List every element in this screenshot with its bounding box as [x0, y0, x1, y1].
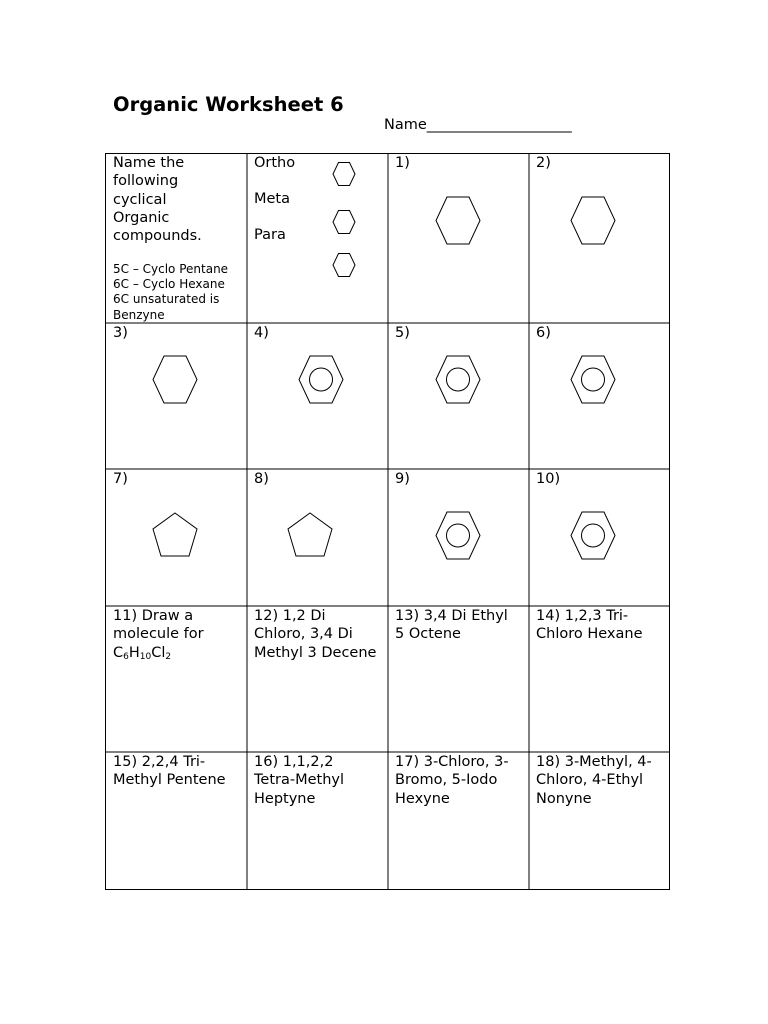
formula-subscript: 2 — [165, 651, 172, 662]
note-line: 6C unsaturated is — [113, 292, 220, 307]
note-line: 5C – Cyclo Pentane — [113, 262, 229, 276]
question-line: 13) 3,4 Di Ethyl — [395, 608, 508, 624]
question-line: Hexyne — [395, 790, 450, 807]
hexagon-icon — [151, 355, 199, 405]
question-line: Heptyne — [254, 790, 316, 807]
item-number: 8) — [254, 471, 269, 487]
name-field[interactable]: Name____________________ — [384, 117, 572, 133]
item-cell-8 — [247, 469, 388, 606]
formula-element: H — [128, 644, 140, 661]
question-line: 15) 2,2,4 Tri- — [113, 754, 206, 770]
item-number: 9) — [395, 471, 410, 487]
question-line: Tetra-Methyl — [254, 772, 344, 789]
naming-notes — [113, 262, 228, 323]
question-text — [113, 607, 204, 662]
para-hexagon-icon — [331, 251, 357, 279]
pentagon-icon — [286, 511, 334, 561]
draw-cell-14 — [529, 606, 670, 752]
question-text — [113, 753, 226, 790]
instruction-line: compounds. — [113, 228, 202, 245]
pentagon-icon — [151, 511, 199, 561]
item-cell-2 — [529, 153, 670, 323]
question-text — [254, 607, 376, 662]
positions-cell — [247, 153, 388, 323]
instruction-line: cyclical — [113, 191, 167, 208]
benzene-icon — [434, 511, 482, 561]
draw-cell-18 — [529, 752, 670, 890]
draw-cell-11 — [105, 606, 247, 752]
ortho-hexagon-icon — [331, 160, 357, 188]
instruction-line: following — [113, 173, 179, 190]
item-cell-9 — [388, 469, 529, 606]
question-text — [395, 607, 508, 644]
instructions-text — [113, 154, 202, 245]
page-title: Organic Worksheet 6 — [113, 93, 344, 116]
hexagon-icon — [434, 196, 482, 246]
benzene-icon — [434, 355, 482, 405]
benzene-icon — [297, 355, 345, 405]
item-number: 4) — [254, 325, 269, 341]
item-number: 10) — [536, 471, 561, 487]
formula-element: Cl — [151, 644, 166, 661]
item-number: 1) — [395, 155, 410, 171]
hexagon-icon — [569, 196, 617, 246]
note-line: 6C – Cyclo Hexane — [113, 277, 225, 292]
meta-hexagon-icon — [331, 208, 357, 236]
item-cell-6 — [529, 323, 670, 469]
item-number: 2) — [536, 155, 551, 171]
question-line: molecule for — [113, 626, 204, 643]
formula-subscript: 6 — [123, 651, 129, 662]
question-line: Bromo, 5-Iodo — [395, 772, 498, 789]
formula-subscript: 10 — [139, 651, 152, 662]
instruction-line: Name the — [113, 155, 185, 171]
question-line: 18) 3-Methyl, 4- — [536, 754, 652, 770]
molecular-formula — [113, 644, 204, 662]
formula-element: C — [113, 644, 124, 661]
item-cell-1 — [388, 153, 529, 323]
question-text — [536, 607, 642, 644]
ortho-label: Ortho — [254, 155, 296, 171]
benzene-icon — [569, 511, 617, 561]
question-line: Chloro, 3,4 Di — [254, 626, 353, 643]
question-line: Methyl 3 Decene — [254, 644, 377, 661]
question-line: 5 Octene — [395, 626, 461, 643]
question-text — [395, 753, 509, 808]
item-cell-10 — [529, 469, 670, 606]
draw-cell-12 — [247, 606, 388, 752]
question-line: Chloro, 4-Ethyl — [536, 772, 644, 789]
draw-cell-17 — [388, 752, 529, 890]
worksheet-table — [105, 153, 670, 890]
question-line: Chloro Hexane — [536, 626, 643, 643]
item-number: 5) — [395, 325, 410, 341]
note-line: Benzyne — [113, 307, 165, 322]
question-text — [536, 753, 652, 808]
instructions-cell — [105, 153, 247, 323]
item-cell-4 — [247, 323, 388, 469]
instruction-line: Organic — [113, 209, 170, 226]
question-line: 11) Draw a — [113, 608, 194, 624]
draw-cell-16 — [247, 752, 388, 890]
draw-cell-15 — [105, 752, 247, 890]
draw-cell-13 — [388, 606, 529, 752]
item-number: 6) — [536, 325, 551, 341]
benzene-icon — [569, 355, 617, 405]
question-line: 16) 1,1,2,2 — [254, 754, 334, 770]
meta-label: Meta — [254, 191, 291, 207]
item-cell-5 — [388, 323, 529, 469]
question-line: 14) 1,2,3 Tri- — [536, 608, 629, 624]
item-cell-7 — [105, 469, 247, 606]
question-line: Methyl Pentene — [113, 772, 226, 789]
item-cell-3 — [105, 323, 247, 469]
item-number: 3) — [113, 325, 128, 341]
question-line: 12) 1,2 Di — [254, 608, 326, 624]
question-line: 17) 3-Chloro, 3- — [395, 754, 509, 770]
para-label: Para — [254, 227, 286, 243]
item-number: 7) — [113, 471, 128, 487]
question-text — [254, 753, 344, 808]
question-line: Nonyne — [536, 790, 592, 807]
